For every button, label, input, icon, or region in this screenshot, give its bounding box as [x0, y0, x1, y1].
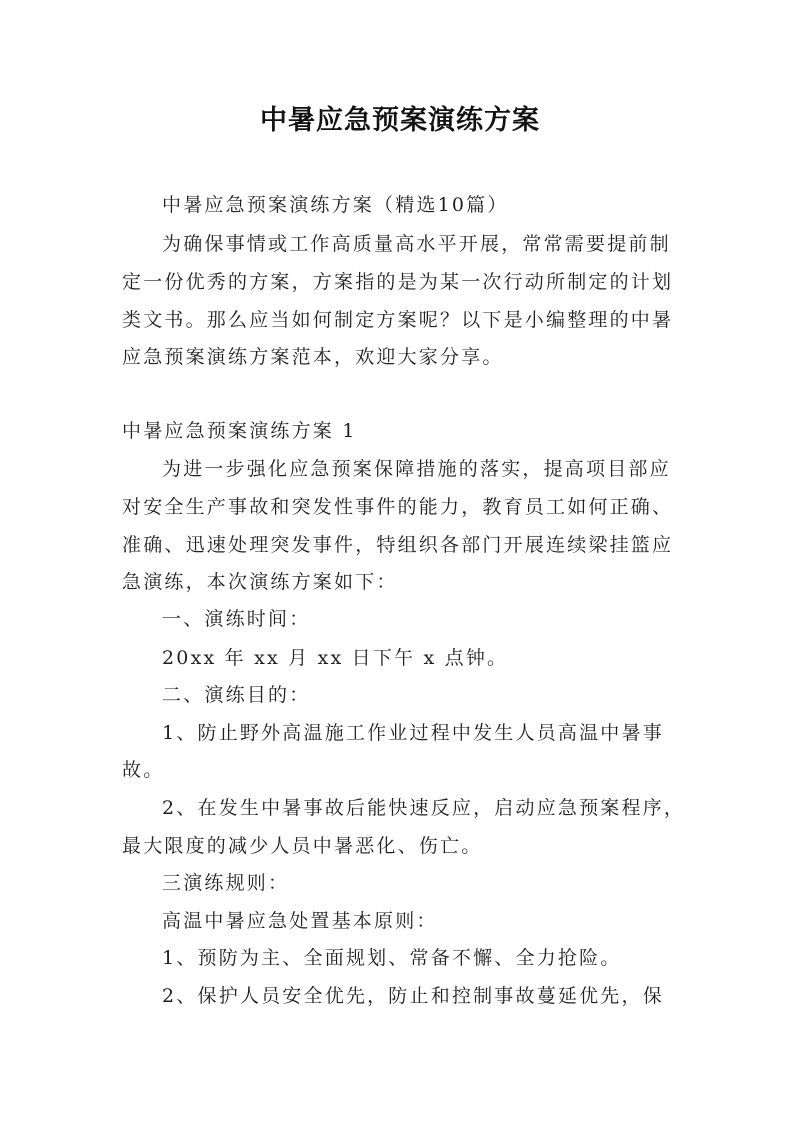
paragraph-line: 故。: [122, 759, 165, 781]
paragraph-line: 为确保事情或工作高质量高水平开展，常常需要提前制: [162, 233, 671, 255]
paragraph-line: 对安全生产事故和突发性事件的能力，教育员工如何正确、: [122, 496, 674, 518]
paragraph-line: 最大限度的减少人员中暑恶化、伤亡。: [122, 835, 483, 857]
paragraph-line: 应急预案演练方案范本，欢迎大家分享。: [122, 346, 504, 368]
list-item: 1、防止野外高温施工作业过程中发生人员高温中暑事: [162, 722, 664, 744]
list-item: 2、保护人员安全优先，防止和控制事故蔓延优先，保: [162, 985, 664, 1007]
paragraph-line: 准确、迅速处理突发事件，特组织各部门开展连续梁挂篮应: [122, 534, 674, 556]
list-heading: 一、演练时间：: [162, 608, 311, 630]
paragraph-line: 类文书。那么应当如何制定方案呢？以下是小编整理的中暑: [122, 309, 674, 331]
list-heading: 三演练规则：: [162, 872, 290, 894]
paragraph-line: 为进一步强化应急预案保障措施的落实，提高项目部应: [162, 458, 671, 480]
paragraph-line: 定一份优秀的方案，方案指的是为某一次行动所制定的计划: [122, 271, 674, 293]
list-heading: 二、演练目的：: [162, 684, 311, 706]
section-heading: 中暑应急预案演练方案 1: [122, 420, 357, 442]
paragraph-line: 急演练，本次演练方案如下：: [122, 571, 398, 593]
list-item: 2、在发生中暑事故后能快速反应，启动应急预案程序，: [162, 797, 686, 819]
subtitle: 中暑应急预案演练方案（精选10篇）: [162, 194, 509, 216]
paragraph-line: 20xx 年 xx 月 xx 日下午 x 点钟。: [162, 647, 509, 669]
paragraph-line: 高温中暑应急处置基本原则：: [162, 910, 438, 932]
list-item: 1、预防为主、全面规划、常备不懈、全力抢险。: [162, 947, 622, 969]
document-title: 中暑应急预案演练方案: [260, 105, 540, 136]
